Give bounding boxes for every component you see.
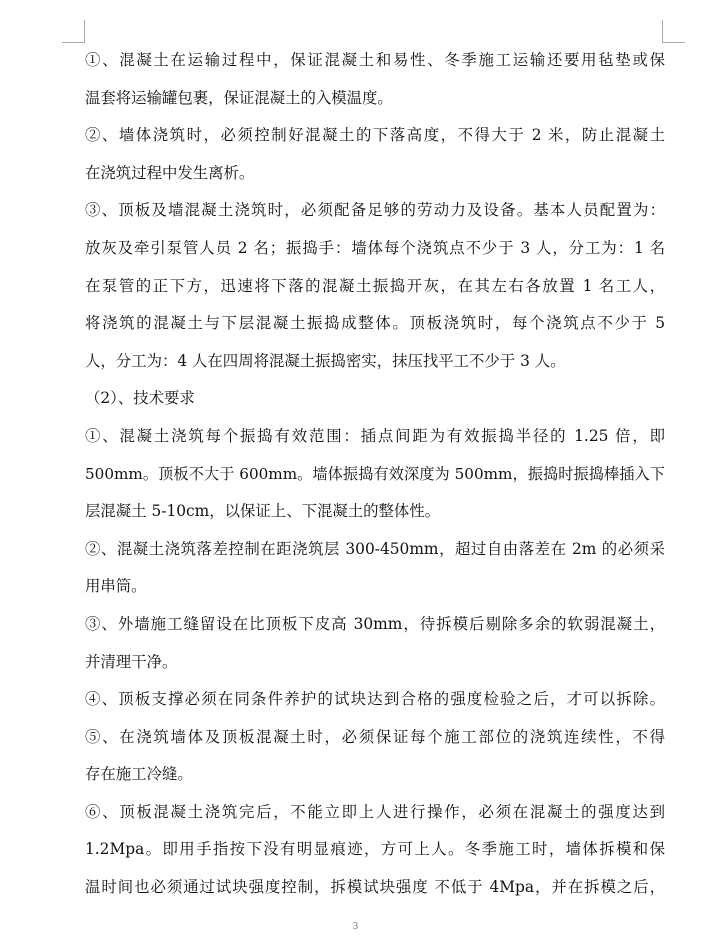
text-line: ➅、顶板混凝土浇筑完后，不能立即上人进行操作，必须在混凝土的强度达到: [85, 802, 665, 821]
text-line: ➂、外墙施工缝留设在比顶板下皮高 30mm，待拆模后剔除多余的软弱混凝土，: [85, 614, 665, 633]
text-line: 放灰及牵引泵管人员 2 名；振捣手：墙体每个浇筑点不少于 3 人，分工为：1 名: [85, 238, 665, 257]
section-heading: （2）、技术要求: [85, 389, 195, 408]
page-number: 3: [352, 922, 359, 932]
text-line: 温套将运输罐包裹，保证混凝土的入模温度。: [85, 88, 393, 107]
crop-mark-top-right: [662, 20, 685, 43]
text-line: 层混凝土 5-10cm，以保证上、下混凝土的整体性。: [85, 502, 441, 521]
text-line: 500mm。顶板不大于 600mm。墙体振捣有效深度为 500mm，振捣时振捣棒插入下: [85, 464, 665, 483]
text-line: 1.2Mpa。即用手指按下没有明显痕迹，方可上人。冬季施工时，墙体拆模和保: [85, 840, 665, 859]
text-line: 温时间也必须通过试块强度控制，拆模试块强度 不低于 4Mpa，并在拆模之后，: [85, 878, 665, 897]
text-line: 并清理干净。: [85, 652, 178, 671]
text-line: ➄、在浇筑墙体及顶板混凝土时，必须保证每个施工部位的浇筑连续性，不得: [85, 727, 665, 746]
text-line: ➀、混凝土在运输过程中，保证混凝土和易性、冬季施工运输还要用毡垫或保: [85, 51, 665, 69]
text-line: ➁、混凝土浇筑落差控制在距浇筑层 300-450mm，超过自由落差在 2m 的必须采: [85, 539, 665, 558]
text-line: 人，分工为：4 人在四周将混凝土振捣密实，抹压找平工不少于 3 人。: [85, 351, 566, 370]
text-line: 在浇筑过程中发生离析。: [85, 163, 255, 182]
crop-mark-top-left: [62, 20, 85, 43]
text-line: 将浇筑的混凝土与下层混凝土振捣成整体。顶板浇筑时，每个浇筑点不少于 5: [85, 314, 665, 333]
text-line: 存在施工冷缝。: [85, 765, 193, 784]
text-line: ➀、混凝土浇筑每个振捣有效范围：插点间距为有效振捣半径的 1.25 倍，即: [85, 426, 665, 445]
text-line: 用串筒。: [85, 577, 147, 596]
text-line: ②、墙体浇筑时，必须控制好混凝土的下落高度，不得大于 2 米，防止混凝土: [85, 126, 665, 145]
text-line: ③、顶板及墙混凝土浇筑时，必须配备足够的劳动力及设备。基本人员配置为：: [85, 201, 665, 220]
document-body: [85, 42, 665, 907]
text-line: ➃、顶板支撑必须在同条件养护的试块达到合格的强度检验之后，才可以拆除。: [85, 690, 665, 709]
text-line: 在泵管的正下方，迅速将下落的混凝土振捣开灰，在其左右各放置 1 名工人，: [85, 276, 665, 295]
